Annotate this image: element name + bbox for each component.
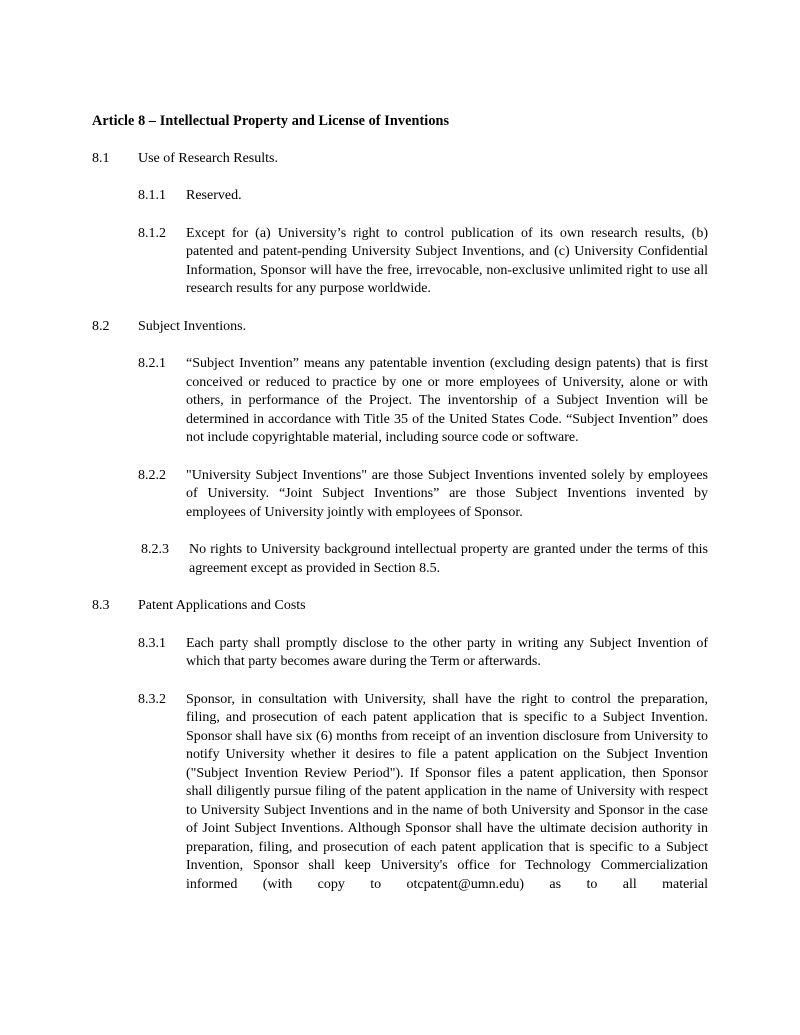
clause-number-8-3-1: 8.3.1 (138, 635, 166, 651)
clause-number-8-3-2: 8.3.2 (138, 691, 166, 707)
clause-number-8-3: 8.3 (92, 598, 110, 613)
clause-number-8-2-1: 8.2.1 (138, 356, 166, 371)
clause-number-8-2-3: 8.2.3 (141, 542, 169, 557)
clause-text-8-1-2: Except for (a) University’s right to control publication of its own research results, (b) patented and patent-pending University Subject Inventions, and (c) University Confidential Information, Sponsor will have the free, irrevocable, non-exclusive unlimited right to use all research results for any purpose worldwide. (186, 225, 708, 296)
clause-text-8-2-1: “Subject Invention” means any patentable invention (excluding design patents) that is first conceived or reduced to practice by one or more employees of University, alone or with others, in performance of the Project. The inventorship of a Subject Invention will be determined in accordance with Title 35 of the United States Code. “Subject Invention” does not include copyrightable material, including source code or software. (186, 356, 708, 445)
clause-title-8-2: Subject Inventions. (138, 318, 247, 334)
clause-title-8-3: Patent Applications and Costs (138, 598, 306, 613)
clause-text-8-3-2: Sponsor, in consultation with University, shall have the right to control the preparation, filing, and prosecution of each patent application that is specific to a Subject Invention. Sponsor shall have six (6) months from receipt of an invention disclosure from University to notify University whether it desires to file a patent application on the Subject Invention ("Subject Invention Review Period"). If Sponsor files a patent application, then Sponsor shall diligently pursue filing of the patent application in the name of University with respect to University Subject Inventions and in the name of both University and Sponsor in the case of Joint Subject Inventions. Although Sponsor shall have the ultimate decision authority in preparation, filing, and prosecution of each patent application that is specific to a Subject Invention, Sponsor shall keep University's office for Technology Commercialization informed (with copy to otcpatent@umn.edu) as to all material (186, 691, 708, 892)
clause-number-8-1-1: 8.1.1 (138, 188, 166, 203)
article-heading: Article 8 – Intellectual Property and License of Inventions (92, 113, 450, 129)
clause-8-2-2 (138, 467, 708, 523)
clause-8-3-2 (138, 691, 708, 913)
clause-number-8-2-2: 8.2.2 (138, 467, 166, 483)
clause-8-2-3 (141, 541, 708, 578)
clause-8-1-2 (138, 225, 708, 299)
clause-8-1 (92, 150, 708, 169)
clause-text-8-1-1: Reserved. (186, 188, 242, 203)
clause-text-8-2-2: "University Subject Inventions" are those Subject Inventions invented solely by employees of University. “Joint Subject Inventions” are those Subject Inventions invented by employees of University jointly with employees of Sponsor. (186, 467, 708, 520)
clause-number-8-1-2: 8.1.2 (138, 225, 166, 241)
clause-8-1-1 (138, 187, 708, 206)
clause-text-8-2-3: No rights to University background intellectual property are granted under the terms of this agreement except as provided in Section 8.5. (189, 542, 708, 576)
clause-title-8-1: Use of Research Results. (138, 150, 278, 166)
clause-text-8-3-1: Each party shall promptly disclose to the other party in writing any Subject Invention of which that party becomes aware during the Term or afterwards. (186, 635, 708, 669)
clause-number-8-1: 8.1 (92, 150, 110, 166)
clause-8-2-1 (138, 355, 708, 448)
clause-8-3 (92, 597, 708, 616)
document-content (92, 112, 708, 929)
clause-number-8-2: 8.2 (92, 318, 110, 334)
clause-8-2 (92, 318, 708, 337)
clause-8-3-1 (138, 635, 708, 672)
